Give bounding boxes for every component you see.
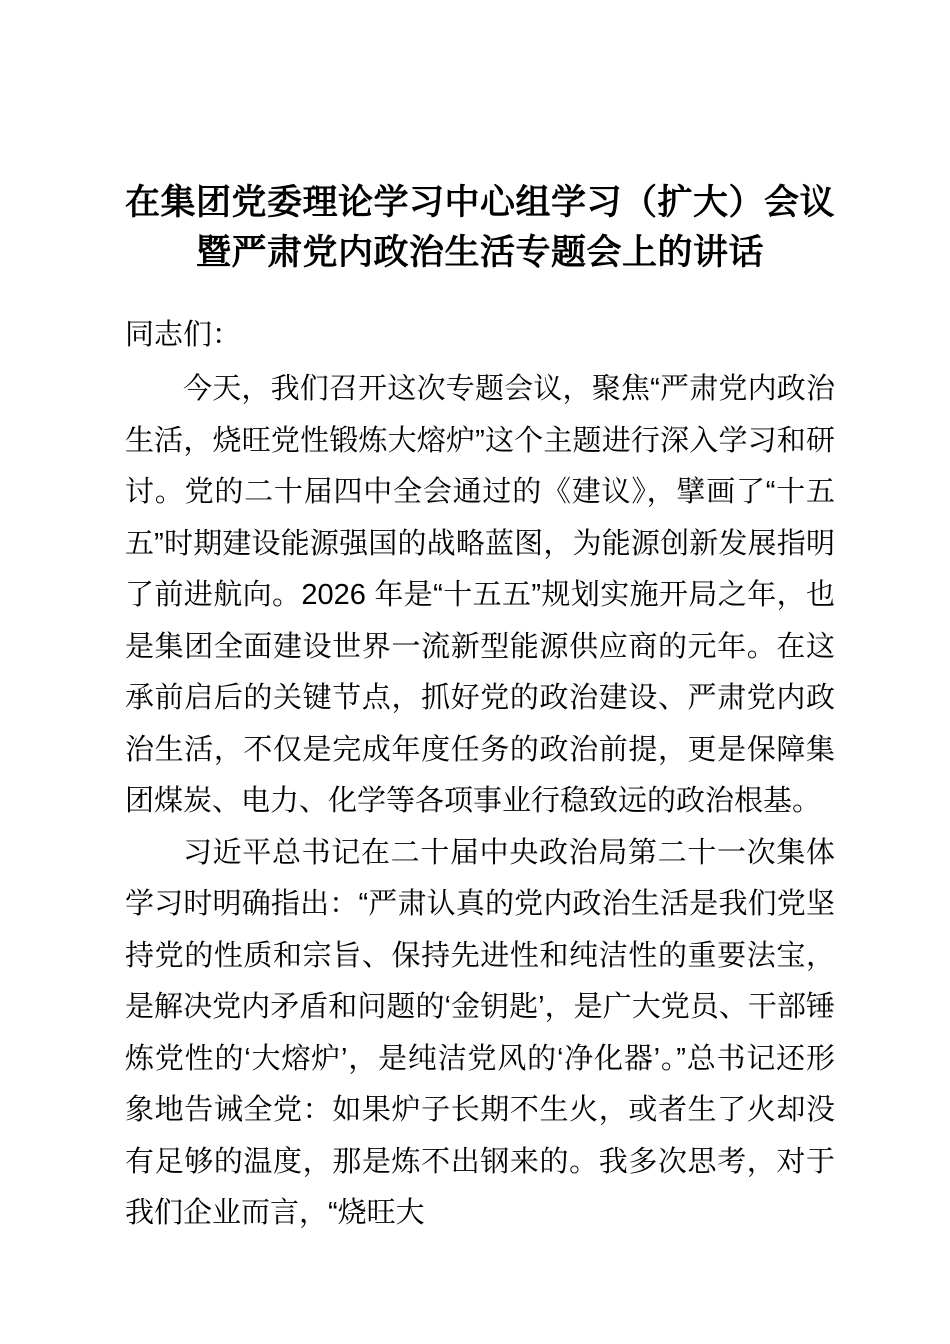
- body-paragraph-1: 今天，我们召开这次专题会议，聚焦“严肃党内政治生活，烧旺党性锻炼大熔炉”这个主题进行深入学习和研讨。党的二十届四中全会通过的《建议》，擘画了“十五五”时期建设能源强国的战略蓝图，为能源创新发展指明了前进航向。2026 年是“十五五”规划实施开局之年，也是集团全面建设世界一流新型能源供应商的元年。在这承前启后的关键节点，抓好党的政治建设、严肃党内政治生活，不仅是完成年度任务的政治前提，更是保障集团煤炭、电力、化学等各项事业行稳致远的政治根基。: [125, 373, 835, 817]
- salutation: 同志们：: [125, 319, 242, 351]
- body-paragraph-2: 习近平总书记在二十届中央政治局第二十一次集体学习时明确指出：“严肃认真的党内政治生活是我们党坚持党的性质和宗旨、保持先进性和纯洁性的重要法宝，是解决党内矛盾和问题的‘金钥匙’，是广大党员、干部锤炼党性的‘大熔炉’，是纯洁党风的‘净化器’。”总书记还形象地告诫全党：如果炉子长期不生火，或者生了火却没有足够的温度，那是炼不出钢来的。我多次思考，对于我们企业而言，“烧旺大: [125, 836, 835, 1229]
- page-title-line-2: 暨严肃党内政治生活专题会上的讲话: [195, 233, 764, 272]
- page-title-line-1: 在集团党委理论学习中心组学习（扩大）会议: [125, 183, 836, 222]
- page-title: [125, 178, 835, 278]
